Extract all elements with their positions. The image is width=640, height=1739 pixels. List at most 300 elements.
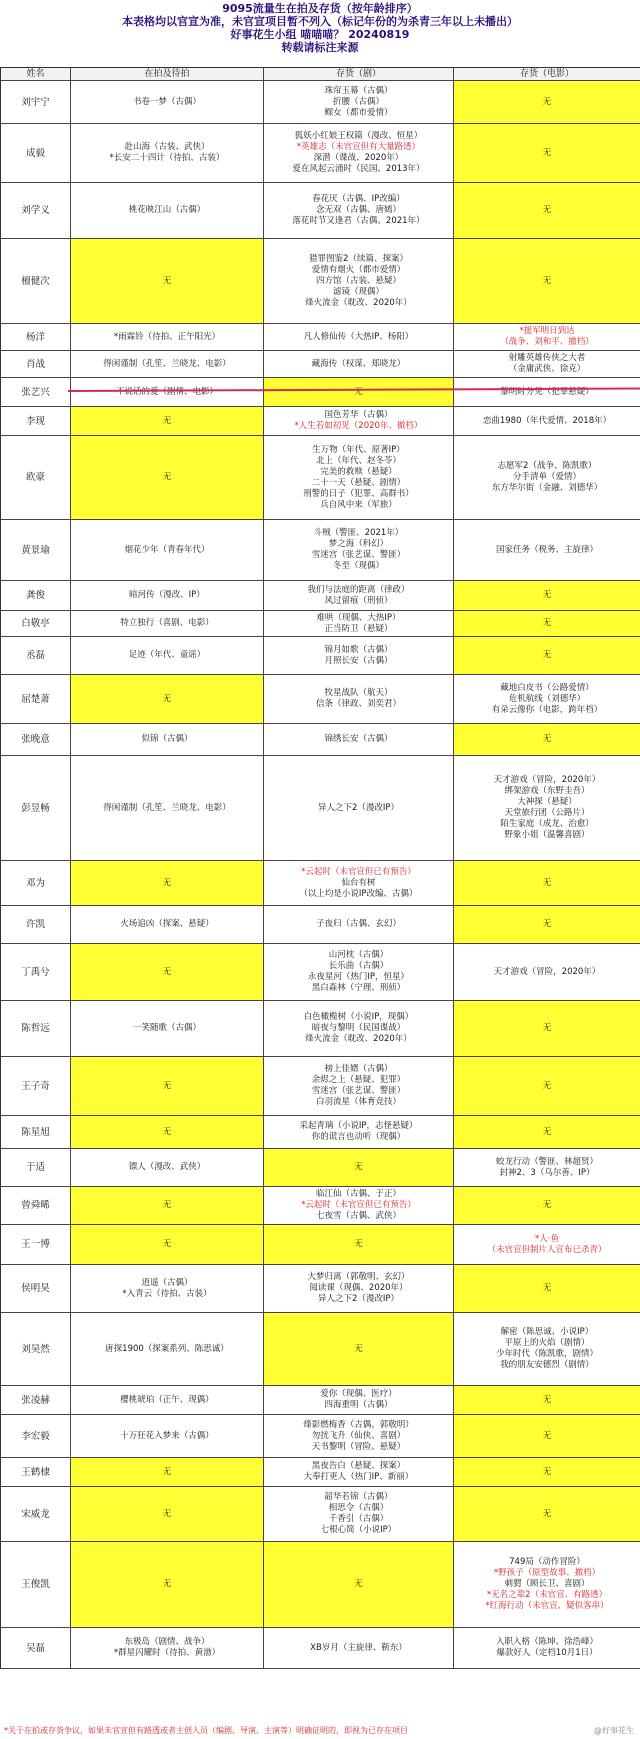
cell-line: 大奉打更人（热门IP、新丽） xyxy=(303,1472,414,1482)
filming-cell xyxy=(71,183,264,239)
filming-cell xyxy=(71,1458,264,1487)
cell-line: 无 xyxy=(542,1466,552,1477)
cell-line: 分手清单（爱情） xyxy=(512,472,581,482)
cell-line: 白羽流星（体育竞技） xyxy=(315,1097,401,1107)
cell-line: 千香引（古偶） xyxy=(328,1514,389,1524)
filming-cell xyxy=(71,861,264,906)
drama-stock-cell xyxy=(264,1415,454,1458)
cell-line: 得闲谨制（孔笙、兰晓龙、电影） xyxy=(103,802,231,813)
cell-line: 无 xyxy=(542,1430,552,1441)
filming-cell xyxy=(71,1415,264,1458)
cell-line: 蛟龙行动（警匪、林超贤） xyxy=(495,1156,598,1167)
cell-line: 难哄（现偶、大热IP） xyxy=(316,612,401,623)
cell-line: 永夜星河（热门IP，恒星） xyxy=(307,972,410,982)
cell-line: 珠帘玉幕（古偶） xyxy=(324,85,393,96)
film-stock-cell xyxy=(454,1313,640,1386)
cell-line: *无名之辈2（未官宣、有路透） xyxy=(486,1590,608,1600)
film-stock-cell xyxy=(454,351,640,378)
film-stock-cell xyxy=(454,1116,640,1149)
drama-stock-cell xyxy=(264,1458,454,1487)
film-stock-cell xyxy=(454,611,640,637)
row-name-cell: 丞磊 xyxy=(1,637,71,675)
cell-line: 藏地白皮书（公路爱情） xyxy=(500,682,594,693)
filming-cell xyxy=(71,1149,264,1187)
cell-line: 陌生家庭（成龙、治愈） xyxy=(500,819,594,829)
cell-line: 无 xyxy=(162,1200,172,1210)
drama-stock-cell xyxy=(264,906,454,944)
cell-line: 天堂旅行团（公路片） xyxy=(504,808,590,818)
cell-line: 烽影燃梅香（古偶、郭敬明） xyxy=(303,1419,414,1430)
cell-line: 兵自风中来（军旅） xyxy=(320,499,397,510)
row-name-cell: 侯明昊 xyxy=(1,1265,71,1313)
row-name-cell: 刘学义 xyxy=(1,183,71,239)
cell-line: 无 xyxy=(542,877,552,888)
cell-line: 封神2、3（乌尔善、IP） xyxy=(499,1167,595,1178)
cell-line: 冬至（现偶） xyxy=(332,561,384,571)
row-name-cell: 杨洋 xyxy=(1,324,71,351)
cell-line: *人·鱼 xyxy=(535,1233,559,1244)
cell-line: 书卷一梦（古偶） xyxy=(132,96,201,107)
cell-line: 榜上佳婿（古偶） xyxy=(324,1064,393,1074)
cell-line: 唐探1900（探案系列、陈思诚） xyxy=(105,1343,229,1354)
filming-cell xyxy=(71,407,264,436)
drama-stock-cell xyxy=(264,1187,454,1225)
cell-line: 暗河传（漫改、IP） xyxy=(129,590,205,600)
row-name-cell: 白敬亭 xyxy=(1,611,71,637)
cell-line: 黎明时分见（犯罪悬疑） xyxy=(500,386,594,397)
drama-stock-cell xyxy=(264,1265,454,1313)
filming-cell xyxy=(71,756,264,861)
data-table xyxy=(0,68,640,1669)
film-stock-cell xyxy=(454,1225,640,1265)
film-stock-cell xyxy=(454,1487,640,1542)
film-stock-cell xyxy=(454,436,640,520)
row-name-cell: 屈楚萧 xyxy=(1,675,71,724)
cell-line: （战争、刘和平、撤档） xyxy=(500,337,594,347)
cell-line: 无 xyxy=(542,919,552,929)
film-stock-cell xyxy=(454,1001,640,1057)
cell-line: 无 xyxy=(542,1283,552,1293)
cell-line: 完美的救赎（悬疑） xyxy=(320,466,397,477)
filming-cell xyxy=(71,1313,264,1386)
cell-line: 异人之下2（漫改IP） xyxy=(317,1294,400,1304)
cell-line: 无 xyxy=(162,1239,172,1249)
cell-line: 念无双（古偶、唐嫣） xyxy=(315,205,401,215)
cell-line: 无 xyxy=(162,472,172,482)
drama-stock-cell xyxy=(264,1313,454,1386)
cell-line: 临江仙（古偶、于正） xyxy=(315,1189,401,1199)
cell-line: 深潜（谍战、2020年） xyxy=(313,153,404,163)
drama-stock-cell xyxy=(264,1057,454,1116)
cell-line: 正当防卫（悬疑） xyxy=(324,623,393,634)
cell-line: 危机航线（刘德华） xyxy=(508,693,586,704)
cell-line: 国色芳华（古偶） xyxy=(324,410,393,420)
film-stock-cell xyxy=(454,239,640,324)
cell-line: 特立独行（喜剧、电影） xyxy=(120,618,214,628)
cell-line: 无 xyxy=(162,877,172,888)
cell-line: 天才游戏（冒险，2020年） xyxy=(493,966,601,977)
cell-line: 无 xyxy=(542,1508,552,1519)
cell-line: 刺猬（顾长卫、喜剧） xyxy=(504,1579,590,1589)
film-stock-cell xyxy=(454,1542,640,1628)
cell-line: 异人之下2（漫改IP） xyxy=(317,802,400,813)
cell-line: 无 xyxy=(354,386,363,397)
cell-line: 无 xyxy=(542,1080,552,1091)
film-stock-cell xyxy=(454,906,640,944)
film-stock-cell xyxy=(454,81,640,124)
row-name-cell: 张凌赫 xyxy=(1,1386,71,1415)
drama-stock-cell xyxy=(264,239,454,324)
cell-line: 解密（陈思诚、小说IP） xyxy=(500,1327,594,1337)
cell-line: 无 xyxy=(542,618,552,628)
cell-line: 有朵云像你（电影，跨年档） xyxy=(491,704,603,715)
film-stock-cell xyxy=(454,1149,640,1187)
title-line-2: 本表格均以官宣为准，未官宣项目暂不列入（标记年份的为杀青三年以上未播出） xyxy=(122,15,518,28)
filming-cell xyxy=(71,1225,264,1265)
film-stock-cell xyxy=(454,1386,640,1415)
cell-line: *云起时（未官宣但已有预告） xyxy=(301,1200,416,1210)
cell-line: 烽火流金（耽改、2020年） xyxy=(305,297,412,308)
cell-line: 无 xyxy=(542,650,552,660)
film-stock-cell xyxy=(454,944,640,1001)
film-stock-cell xyxy=(454,407,640,436)
row-name-cell: 王俊凯 xyxy=(1,1542,71,1628)
cell-line: 无 xyxy=(162,1126,172,1137)
cell-line: 大梦归离（郭敬明、玄幻） xyxy=(307,1272,410,1282)
cell-line: *野孩子（原型故事、撤档） xyxy=(493,1568,601,1578)
drama-stock-cell xyxy=(264,520,454,581)
cell-line: 樱桃琥珀（正午、现偶） xyxy=(120,1394,214,1405)
cell-line: 逍遥（古偶） xyxy=(141,1277,193,1288)
cell-line: 平原上的火焰（剧情） xyxy=(504,1338,590,1348)
drama-stock-cell xyxy=(264,183,454,239)
watermark: @好事花生 xyxy=(594,1726,634,1735)
row-name-cell: 王一博 xyxy=(1,1225,71,1265)
filming-cell xyxy=(71,520,264,581)
row-name-cell: 吴磊 xyxy=(1,1628,71,1669)
cell-line: 桃花映江山（古偶） xyxy=(128,205,206,215)
cell-line: 七夜雪（古偶、武侠） xyxy=(315,1211,401,1221)
cell-line: 雪迷宫（张艺谋、警匪） xyxy=(311,1086,406,1096)
cell-line: 刑警的日子（犯罪、高群书） xyxy=(303,488,414,499)
cell-line: 爱情有烟火（都市爱情） xyxy=(311,264,406,275)
row-name-cell: 曾舜晞 xyxy=(1,1187,71,1225)
cell-line: 余烬之上（悬疑、犯罪） xyxy=(311,1075,406,1085)
film-stock-cell xyxy=(454,1628,640,1669)
cell-line: 无 xyxy=(542,205,552,215)
cell-line: 无 xyxy=(162,693,172,704)
cell-line: 无 xyxy=(354,1343,363,1354)
cell-line: 恋曲1980（年代爱情、2018年） xyxy=(482,415,612,426)
cell-line: 无 xyxy=(542,1394,552,1405)
footnote: *关于在拍或存货争议，如果未官宣但有路透或者主创人员（编剧、导演、主演等）明确证明的，即视为已存在项目 xyxy=(4,1726,408,1735)
row-name-cell: 陈哲远 xyxy=(1,1001,71,1057)
row-name-cell: 王鹤棣 xyxy=(1,1458,71,1487)
cell-line: *人生若如初见（2020年、撤档） xyxy=(294,421,423,431)
drama-stock-cell xyxy=(264,944,454,1001)
row-name-cell: 丁禹兮 xyxy=(1,944,71,1001)
cell-line: 信条（律政、刘奕君） xyxy=(315,699,401,709)
cell-line: 射雕英雄传侠之大者 xyxy=(508,353,586,363)
cell-line: 暗夜与黎明（民国谍战） xyxy=(311,1023,406,1033)
cell-line: 749局（动作冒险） xyxy=(509,1557,585,1567)
cell-line: 入职入格（陈坤、徐浩峰） xyxy=(495,1637,598,1647)
drama-stock-cell xyxy=(264,81,454,124)
row-name-cell: 成毅 xyxy=(1,124,71,183)
cell-line: 无 xyxy=(542,734,552,744)
row-name-cell: 宋威龙 xyxy=(1,1487,71,1542)
cell-line: 天才游戏（冒险，2020年） xyxy=(493,775,601,785)
cell-line: 鳏女（都市爱情） xyxy=(324,107,393,118)
cell-line: 狐妖小红娘王权篇（漫改、恒星） xyxy=(294,131,423,141)
drama-stock-cell xyxy=(264,611,454,637)
cell-line: 无 xyxy=(354,1239,363,1249)
filming-cell xyxy=(71,124,264,183)
cell-line: 无 xyxy=(162,275,172,286)
table-title-block xyxy=(0,0,640,68)
cell-line: 我的朋友安德烈（剧情） xyxy=(500,1360,594,1370)
drama-stock-cell xyxy=(264,724,454,756)
cell-line: 采起青璃（小说IP，志怪悬疑） xyxy=(299,1121,418,1131)
cell-line: *长安二十四计（待拍、古装） xyxy=(109,153,225,163)
drama-stock-cell xyxy=(264,378,454,407)
cell-line: 生万物（年代、原著IP） xyxy=(312,444,405,455)
drama-stock-cell xyxy=(264,756,454,861)
film-stock-cell xyxy=(454,324,640,351)
cell-line: 无 xyxy=(542,275,552,286)
film-stock-cell xyxy=(454,581,640,611)
film-stock-cell xyxy=(454,1265,640,1313)
filming-cell xyxy=(71,944,264,1001)
drama-stock-cell xyxy=(264,581,454,611)
cell-line: 锦月如歌（古偶） xyxy=(324,644,393,655)
cell-line: 韶华若锦（古偶） xyxy=(324,1492,393,1502)
cell-line: 似锦（古偶） xyxy=(141,734,193,744)
title-line-3: 好事花生小组 喵喵喵？ 20240819 xyxy=(230,28,410,41)
column-header-filming: 在拍及待拍 xyxy=(71,68,264,81)
cell-line: （金庸武侠、徐克） xyxy=(508,364,586,374)
cell-line: *英雄志（未官宣但有大量路透） xyxy=(296,142,421,152)
filming-cell xyxy=(71,436,264,520)
cell-line: 十万狂花入梦来（古偶） xyxy=(120,1430,214,1441)
cell-line: 火场追凶（探案、悬疑） xyxy=(120,919,214,929)
cell-line: 一笑随歌（古偶） xyxy=(132,1023,201,1033)
cell-line: 烽火流金（耽改、2020年） xyxy=(305,1034,412,1044)
filming-cell xyxy=(71,1542,264,1628)
row-name-cell: 彭昱畅 xyxy=(1,756,71,861)
cell-line: 赴山海（古装、武侠） xyxy=(124,142,210,152)
filming-cell xyxy=(71,1487,264,1542)
cell-line: 天书黎明（冒险、悬疑） xyxy=(311,1441,406,1452)
cell-line: 东方华尔街（金融、刘德华） xyxy=(491,483,603,493)
cell-line: 七根心简（小说IP） xyxy=(320,1525,397,1535)
cell-line: 折腰（古偶） xyxy=(332,96,384,107)
row-name-cell: 檀健次 xyxy=(1,239,71,324)
filming-cell xyxy=(71,1057,264,1116)
drama-stock-cell xyxy=(264,1001,454,1057)
cell-line: 锦绣长安（古偶） xyxy=(324,734,393,744)
drama-stock-cell xyxy=(264,1628,454,1669)
cell-line: 无 xyxy=(542,1126,552,1137)
cell-line: 无 xyxy=(162,966,172,977)
cell-line: 子夜归（古偶、玄幻） xyxy=(315,919,401,929)
cell-line: 野象小姐（温馨喜剧） xyxy=(504,830,590,840)
cell-line: 春花厌（古偶、IP改编） xyxy=(312,194,405,204)
cell-line: *雨霖铃（待拍、正午阳光） xyxy=(113,331,221,342)
column-header-film-stock: 存货（电影） xyxy=(454,68,640,81)
drama-stock-cell xyxy=(264,407,454,436)
column-header-drama-stock: 存货（剧） xyxy=(264,68,454,81)
filming-cell xyxy=(71,1116,264,1149)
cell-line: 风过留痕（刑侦） xyxy=(324,595,393,606)
drama-stock-cell xyxy=(264,351,454,378)
film-stock-cell xyxy=(454,1057,640,1116)
cell-line: XB岁月（主旋律、靳东） xyxy=(310,1642,407,1653)
title-line-4: 转载请标注来源 xyxy=(281,41,359,54)
cell-line: 无 xyxy=(542,1200,552,1210)
row-name-cell: 龚俊 xyxy=(1,581,71,611)
filming-cell xyxy=(71,378,264,407)
filming-cell xyxy=(71,675,264,724)
film-stock-cell xyxy=(454,637,640,675)
cell-line: 仙台有树 xyxy=(341,877,376,888)
drama-stock-cell xyxy=(264,124,454,183)
film-stock-cell xyxy=(454,1415,640,1458)
film-stock-cell xyxy=(454,724,640,756)
row-name-cell: 张艺兴 xyxy=(1,378,71,407)
cell-line: 无 xyxy=(162,1466,172,1477)
cell-line: 无 xyxy=(162,415,172,426)
cell-line: 无 xyxy=(162,1508,172,1519)
cell-line: （以上均是小说IP改编、古偶） xyxy=(299,888,418,899)
cell-line: 藏海传（权谋、郑晓龙） xyxy=(311,358,406,369)
row-name-cell: 刘宇宁 xyxy=(1,81,71,124)
cell-line: 北上（年代、赵冬苓） xyxy=(315,455,401,466)
filming-cell xyxy=(71,1001,264,1057)
cell-line: 得闲谨制（孔笙、兰晓龙、电影） xyxy=(103,358,231,369)
film-stock-cell xyxy=(454,378,640,407)
cell-line: 月照长安（古偶） xyxy=(324,655,393,666)
cell-line: *红海行动（未官宣、疑似客串） xyxy=(485,1601,609,1611)
cell-line: *群星闪耀时（待拍、黄渤） xyxy=(113,1648,221,1658)
drama-stock-cell xyxy=(264,1386,454,1415)
cell-line: 长乐曲（古偶） xyxy=(328,961,389,971)
filming-cell xyxy=(71,1386,264,1415)
cell-line: 无 xyxy=(162,1579,172,1589)
cell-line: 镖人（漫改、武侠） xyxy=(128,1162,206,1172)
cell-line: 你的谎言也动听（现偶） xyxy=(311,1132,406,1142)
cell-line: 白色橄榄树（小说IP，现偶） xyxy=(303,1012,414,1022)
row-name-cell: 许凯 xyxy=(1,906,71,944)
drama-stock-cell xyxy=(264,675,454,724)
cell-line: 相思令（古偶） xyxy=(328,1503,389,1513)
cell-line: *援军明日到达 xyxy=(519,326,575,336)
cell-line: 二十一天（悬疑、剧情） xyxy=(311,477,406,488)
film-stock-cell xyxy=(454,124,640,183)
cell-line: 黑夜告白（悬疑、探案） xyxy=(311,1461,406,1471)
film-stock-cell xyxy=(454,756,640,861)
drama-stock-cell xyxy=(264,1116,454,1149)
cell-line: 我们与法庭的距离（律政） xyxy=(307,584,410,595)
row-name-cell: 陈星旭 xyxy=(1,1116,71,1149)
row-name-cell: 张晚意 xyxy=(1,724,71,756)
row-name-cell: 于适 xyxy=(1,1149,71,1187)
cell-line: 大神探（悬疑） xyxy=(517,797,577,807)
cell-line: 猎罪图鉴2（续篇、探案） xyxy=(309,253,408,264)
film-stock-cell xyxy=(454,675,640,724)
film-stock-cell xyxy=(454,1187,640,1225)
cell-line: 烟花少年（青春年代） xyxy=(124,544,210,555)
cell-line: 凡人修仙传（大热IP、杨阳） xyxy=(303,331,414,342)
filming-cell xyxy=(71,581,264,611)
row-name-cell: 王子奇 xyxy=(1,1057,71,1116)
cell-line: 爆款好人（定档10月1日） xyxy=(496,1648,598,1658)
filming-cell xyxy=(71,1265,264,1313)
cell-line: 四方馆（古装、悬疑） xyxy=(315,275,401,286)
cell-line: 落花时节又逢君（古偶、2021年） xyxy=(292,216,425,226)
cell-line: 雪迷宫（张艺谋、警匪） xyxy=(311,550,406,560)
row-name-cell: 肖战 xyxy=(1,351,71,378)
column-header-name: 姓名 xyxy=(1,68,71,81)
drama-stock-cell xyxy=(264,1225,454,1265)
filming-cell xyxy=(71,239,264,324)
film-stock-cell xyxy=(454,861,640,906)
cell-line: 阅读课（现偶、2020年） xyxy=(309,1283,408,1293)
row-name-cell: 黄景瑜 xyxy=(1,520,71,581)
cell-line: 不说话的爱（剧情、电影） xyxy=(115,386,218,397)
cell-line: 牧星战队（航天） xyxy=(324,688,393,698)
cell-line: 无 xyxy=(354,1579,363,1589)
cell-line: 爱在风起云涌时（民国、2013年） xyxy=(292,164,425,174)
drama-stock-cell xyxy=(264,637,454,675)
cell-line: （未官宣但制片人宣布已杀青） xyxy=(487,1244,607,1255)
cell-line: 爱你（现偶、医疗） xyxy=(320,1389,397,1399)
filming-cell xyxy=(71,1628,264,1669)
cell-line: 无 xyxy=(354,1162,363,1172)
drama-stock-cell xyxy=(264,1487,454,1542)
cell-line: 山河枕（古偶） xyxy=(328,950,389,960)
filming-cell xyxy=(71,1187,264,1225)
cell-line: 少年时代（陈凯歌，剧情） xyxy=(495,1349,598,1359)
drama-stock-cell xyxy=(264,1542,454,1628)
row-name-cell: 李现 xyxy=(1,407,71,436)
row-name-cell: 李宏毅 xyxy=(1,1415,71,1458)
drama-stock-cell xyxy=(264,436,454,520)
row-name-cell: 邓为 xyxy=(1,861,71,906)
filming-cell xyxy=(71,906,264,944)
cell-line: 梦之海（科幻） xyxy=(328,539,389,549)
cell-line: 无 xyxy=(162,1080,172,1091)
film-stock-cell xyxy=(454,520,640,581)
cell-line: 黑白森林（宁理、刑侦） xyxy=(311,983,406,993)
cell-line: *入青云（待拍、古装） xyxy=(122,1288,212,1299)
cell-line: 无 xyxy=(542,1023,552,1033)
cell-line: 东极岛（剧情、战争） xyxy=(124,1637,210,1647)
title-line-1: 9095流量生在拍及存货（按年龄排序） xyxy=(222,2,418,15)
film-stock-cell xyxy=(454,183,640,239)
cell-line: 足迹（年代、童谣） xyxy=(128,650,206,660)
drama-stock-cell xyxy=(264,324,454,351)
cell-line: 无 xyxy=(542,96,552,107)
cell-line: 无 xyxy=(542,147,552,158)
cell-line: 四海重明（古偶） xyxy=(324,1400,393,1410)
cell-line: 滤镜（现偶） xyxy=(332,286,384,297)
filming-cell xyxy=(71,351,264,378)
row-name-cell: 刘昊然 xyxy=(1,1313,71,1386)
cell-line: 志愿军2（战争、陈凯歌） xyxy=(497,461,597,471)
filming-cell xyxy=(71,637,264,675)
drama-stock-cell xyxy=(264,861,454,906)
